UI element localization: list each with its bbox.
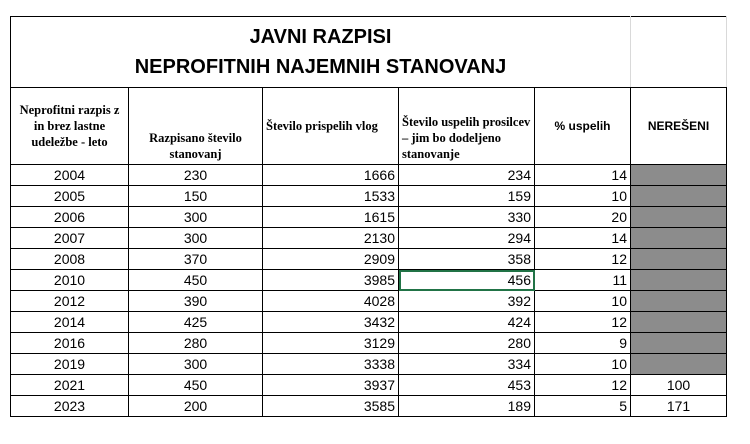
cell-successful[interactable]: 453	[399, 375, 535, 396]
table-row	[11, 249, 727, 270]
cell-applications[interactable]: 3338	[263, 354, 399, 375]
header-applications[interactable]: Število prispelih vlog	[263, 88, 399, 165]
cell-applications[interactable]: 3129	[263, 333, 399, 354]
title-line-1: JAVNI RAZPISI	[249, 26, 392, 48]
table-row	[11, 291, 727, 312]
cell-successful[interactable]: 294	[399, 228, 535, 249]
cell-applications[interactable]: 3432	[263, 312, 399, 333]
selected-cell[interactable]: 456	[399, 270, 535, 291]
cell-percent[interactable]: 5	[535, 396, 631, 417]
cell-year[interactable]: 2010	[11, 270, 129, 291]
title-row	[11, 17, 727, 88]
cell-percent[interactable]: 10	[535, 186, 631, 207]
header-unresolved[interactable]: NEREŠENI	[631, 88, 727, 165]
cell-percent[interactable]: 11	[535, 270, 631, 291]
cell-offered[interactable]: 200	[129, 396, 263, 417]
cell-offered[interactable]: 230	[129, 165, 263, 186]
cell-unresolved[interactable]	[631, 312, 727, 333]
cell-successful[interactable]: 424	[399, 312, 535, 333]
spreadsheet-area	[10, 16, 727, 417]
cell-offered[interactable]: 300	[129, 207, 263, 228]
table-row	[11, 354, 727, 375]
cell-offered[interactable]: 450	[129, 270, 263, 291]
cell-unresolved[interactable]: 100	[631, 375, 727, 396]
cell-successful[interactable]: 392	[399, 291, 535, 312]
cell-year[interactable]: 2005	[11, 186, 129, 207]
cell-applications[interactable]: 1615	[263, 207, 399, 228]
cell-offered[interactable]: 300	[129, 354, 263, 375]
table-row	[11, 312, 727, 333]
cell-year[interactable]: 2007	[11, 228, 129, 249]
header-offered[interactable]: Razpisano število stanovanj	[129, 88, 263, 165]
cell-offered[interactable]: 150	[129, 186, 263, 207]
cell-applications[interactable]: 1533	[263, 186, 399, 207]
cell-percent[interactable]: 20	[535, 207, 631, 228]
cell-offered[interactable]: 280	[129, 333, 263, 354]
cell-successful[interactable]: 189	[399, 396, 535, 417]
cell-applications[interactable]: 3937	[263, 375, 399, 396]
table-row	[11, 165, 727, 186]
cell-applications[interactable]: 3985	[263, 270, 399, 291]
cell-percent[interactable]: 10	[535, 291, 631, 312]
cell-year[interactable]: 2014	[11, 312, 129, 333]
header-row	[11, 88, 727, 165]
table-row	[11, 333, 727, 354]
cell-successful[interactable]: 280	[399, 333, 535, 354]
cell-unresolved[interactable]	[631, 291, 727, 312]
cell-unresolved[interactable]	[631, 270, 727, 291]
cell-percent[interactable]: 9	[535, 333, 631, 354]
cell-year[interactable]: 2016	[11, 333, 129, 354]
table-row	[11, 207, 727, 228]
table-row	[11, 270, 727, 291]
table-row	[11, 375, 727, 396]
header-percent[interactable]: % uspelih	[535, 88, 631, 165]
cell-offered[interactable]: 370	[129, 249, 263, 270]
title-line-2: NEPROFITNIH NAJEMNIH STANOVANJ	[134, 56, 507, 78]
cell-unresolved[interactable]	[631, 165, 727, 186]
cell-successful[interactable]: 334	[399, 354, 535, 375]
table-row	[11, 228, 727, 249]
cell-percent[interactable]: 12	[535, 312, 631, 333]
empty-title-cell[interactable]	[631, 17, 727, 88]
cell-percent[interactable]: 12	[535, 375, 631, 396]
cell-percent[interactable]: 14	[535, 165, 631, 186]
cell-applications[interactable]: 3585	[263, 396, 399, 417]
cell-successful[interactable]: 358	[399, 249, 535, 270]
table-title[interactable]	[11, 17, 631, 88]
cell-year[interactable]: 2008	[11, 249, 129, 270]
cell-unresolved[interactable]	[631, 207, 727, 228]
cell-year[interactable]: 2006	[11, 207, 129, 228]
cell-successful[interactable]: 234	[399, 165, 535, 186]
cell-unresolved[interactable]	[631, 354, 727, 375]
table-row	[11, 186, 727, 207]
cell-unresolved[interactable]	[631, 333, 727, 354]
header-successful[interactable]: Število uspelih prosilcev – jim bo dodeljeno stanovanje	[399, 88, 535, 165]
cell-unresolved[interactable]: 171	[631, 396, 727, 417]
cell-applications[interactable]: 4028	[263, 291, 399, 312]
cell-percent[interactable]: 12	[535, 249, 631, 270]
housing-table	[10, 16, 727, 417]
cell-percent[interactable]: 10	[535, 354, 631, 375]
cell-successful[interactable]: 159	[399, 186, 535, 207]
cell-year[interactable]: 2012	[11, 291, 129, 312]
cell-offered[interactable]: 450	[129, 375, 263, 396]
cell-offered[interactable]: 425	[129, 312, 263, 333]
cell-offered[interactable]: 390	[129, 291, 263, 312]
cell-percent[interactable]: 14	[535, 228, 631, 249]
cell-unresolved[interactable]	[631, 249, 727, 270]
cell-year[interactable]: 2019	[11, 354, 129, 375]
cell-year[interactable]: 2004	[11, 165, 129, 186]
cell-year[interactable]: 2023	[11, 396, 129, 417]
cell-applications[interactable]: 2130	[263, 228, 399, 249]
cell-unresolved[interactable]	[631, 186, 727, 207]
cell-offered[interactable]: 300	[129, 228, 263, 249]
table-row	[11, 396, 727, 417]
cell-applications[interactable]: 2909	[263, 249, 399, 270]
cell-applications[interactable]: 1666	[263, 165, 399, 186]
cell-year[interactable]: 2021	[11, 375, 129, 396]
cell-successful[interactable]: 330	[399, 207, 535, 228]
cell-unresolved[interactable]	[631, 228, 727, 249]
header-year[interactable]: Neprofitni razpis z in brez lastne udeležbe - leto	[11, 88, 129, 165]
